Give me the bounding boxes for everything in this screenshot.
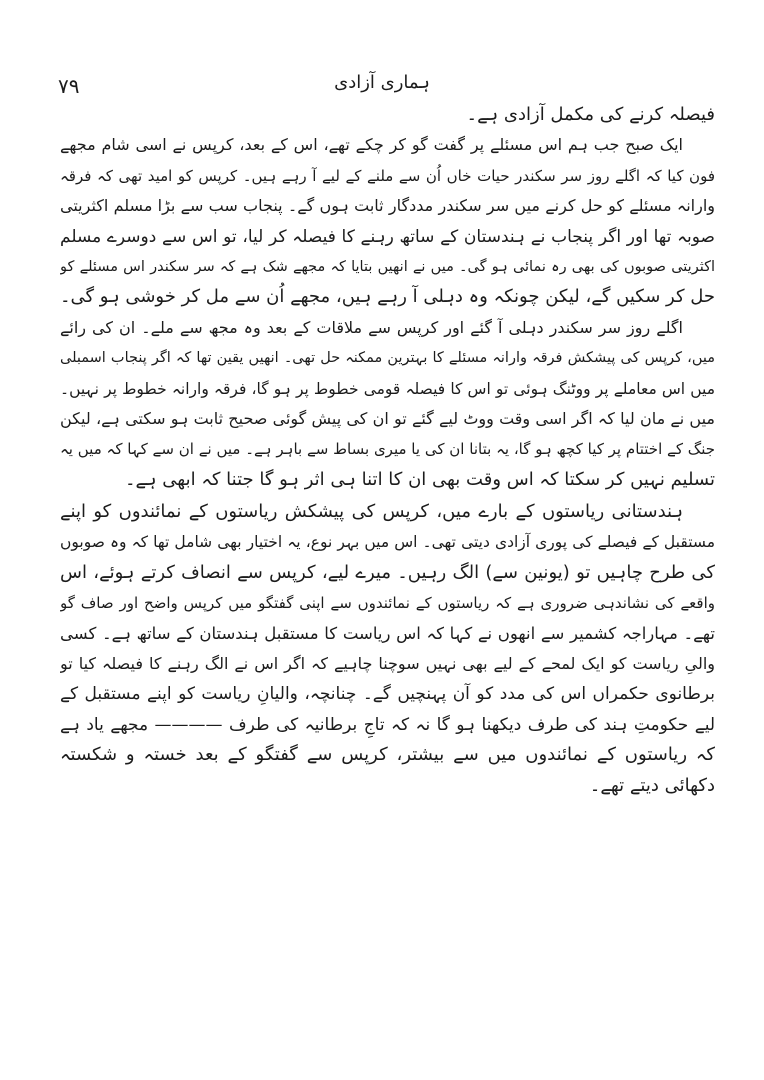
text-line: برطانوی حکمراں اس کی مدد کو آن پہنچیں گے۔ چنانچہ، والیانِ ریاست کو اپنے مستقبل کے bbox=[60, 684, 715, 705]
text-line: حل کر سکیں گے، لیکن چونکہ وہ دہلی آ رہے ہیں، مجھے اُن سے مل کر خوشی ہو گی۔ bbox=[60, 286, 715, 308]
text-line: میں، کرپس کی پیشکش فرقہ وارانہ مسئلے کا بہترین ممکنہ حل تھی۔ انھیں یقین تھا کہ اگر پنجاب اسمبلی bbox=[60, 350, 715, 367]
text-line: صوبہ تھا اور اگر پنجاب نے ہندستان کے ساتھ رہنے کا فیصلہ کر لیا، تو اس سے دوسرے مسلم bbox=[60, 226, 715, 247]
text-line: کہ ریاستوں کے نمائندوں میں سے بیشتر، کرپس سے گفتگو کے بعد خستہ و شکستہ bbox=[60, 744, 715, 766]
text-line: کی طرح چاہیں تو (یونین سے) الگ رہیں۔ میرے لیے، کرپس سے انصاف کرتے ہوئے، اس bbox=[60, 561, 715, 583]
body-text bbox=[60, 100, 715, 801]
text-line: دکھائی دیتے تھے۔ bbox=[589, 774, 715, 796]
text-line: واقعے کی نشاندہی ضروری ہے کہ ریاستوں کے نمائندوں سے اپنی گفتگو میں کرپس واضح اور صاف گو bbox=[60, 594, 715, 613]
running-head: ہماری آزادی bbox=[334, 72, 430, 93]
text-line: ہندستانی ریاستوں کے بارے میں، کرپس کی پیشکش ریاستوں کے نمائندوں کو اپنے bbox=[60, 501, 683, 523]
text-line: جنگ کے اختتام پر کیا کچھ ہو گا، یہ بتانا ان کی یا میری بساط سے باہر ہے۔ میں نے ان سے کہا کہ میں یہ bbox=[60, 440, 715, 459]
text-line: اکثریتی صوبوں کی بھی رہ نمائی ہو گی۔ میں نے انھیں بتایا کہ مجھے شک ہے کہ سر سکندر اس مسئلے کو bbox=[60, 258, 715, 275]
text-line: میں نے مان لیا کہ اگر اسی وقت ووٹ لیے گئے تو ان کی پیش گوئی صحیح ثابت ہو سکتی ہے، لیکن bbox=[60, 408, 715, 428]
text-line: مستقبل کے فیصلے کی پوری آزادی دیتی تھی۔ اس میں بہر نوع، یہ اختیار بھی شامل تھا کہ وہ صوبوں bbox=[60, 533, 715, 552]
text-line: اگلے روز سر سکندر دہلی آ گئے اور کرپس سے ملاقات کے بعد وہ مجھ سے ملے۔ ان کی رائے bbox=[60, 317, 683, 337]
text-line: وارانہ مسئلے کو حل کرنے میں سر سکندر مددگار ثابت ہوں گے۔ پنجاب سب سے بڑا مسلم اکثریتی bbox=[60, 196, 715, 216]
text-line: فون کیا کہ اگلے روز سر سکندر حیات خاں اُن سے ملنے کے لیے آ رہے ہیں۔ کرپس کو امید تھی کہ فرقہ bbox=[60, 166, 715, 185]
text-line: میں اس معاملے پر ووٹنگ ہوئی تو اس کا فیصلہ قومی خطوط پر ہو گا، فرقہ وارانہ خطوط پر نہیں۔ bbox=[60, 379, 715, 398]
text-line: فیصلہ کرنے کی مکمل آزادی ہے۔ bbox=[466, 104, 715, 125]
text-line: والیِ ریاست کو ایک لمحے کے لیے بھی نہیں سوچنا چاہیے کہ اگر اس نے الگ رہنے کا فیصلہ کیا تو bbox=[60, 654, 715, 674]
text-line: تھے۔ مہاراجہ کشمیر سے انھوں نے کہا کہ اس ریاست کا مستقبل ہندستان کے ساتھ ہے۔ کسی bbox=[60, 623, 715, 643]
text-line: تسلیم نہیں کر سکتا کہ اس وقت بھی ان کا اتنا ہی اثر ہو گا جتنا کہ ابھی ہے۔ bbox=[124, 468, 715, 490]
text-line: لیے حکومتِ ہند کی طرف دیکھنا ہو گا نہ کہ تاجِ برطانیہ کی طرف ———— مجھے یاد ہے bbox=[60, 714, 715, 735]
text-line: ایک صبح جب ہم اس مسئلے پر گفت گو کر چکے تھے، اس کے بعد، کرپس نے اسی شام مجھے bbox=[60, 135, 683, 155]
page-number: ۷۹ bbox=[58, 74, 80, 98]
